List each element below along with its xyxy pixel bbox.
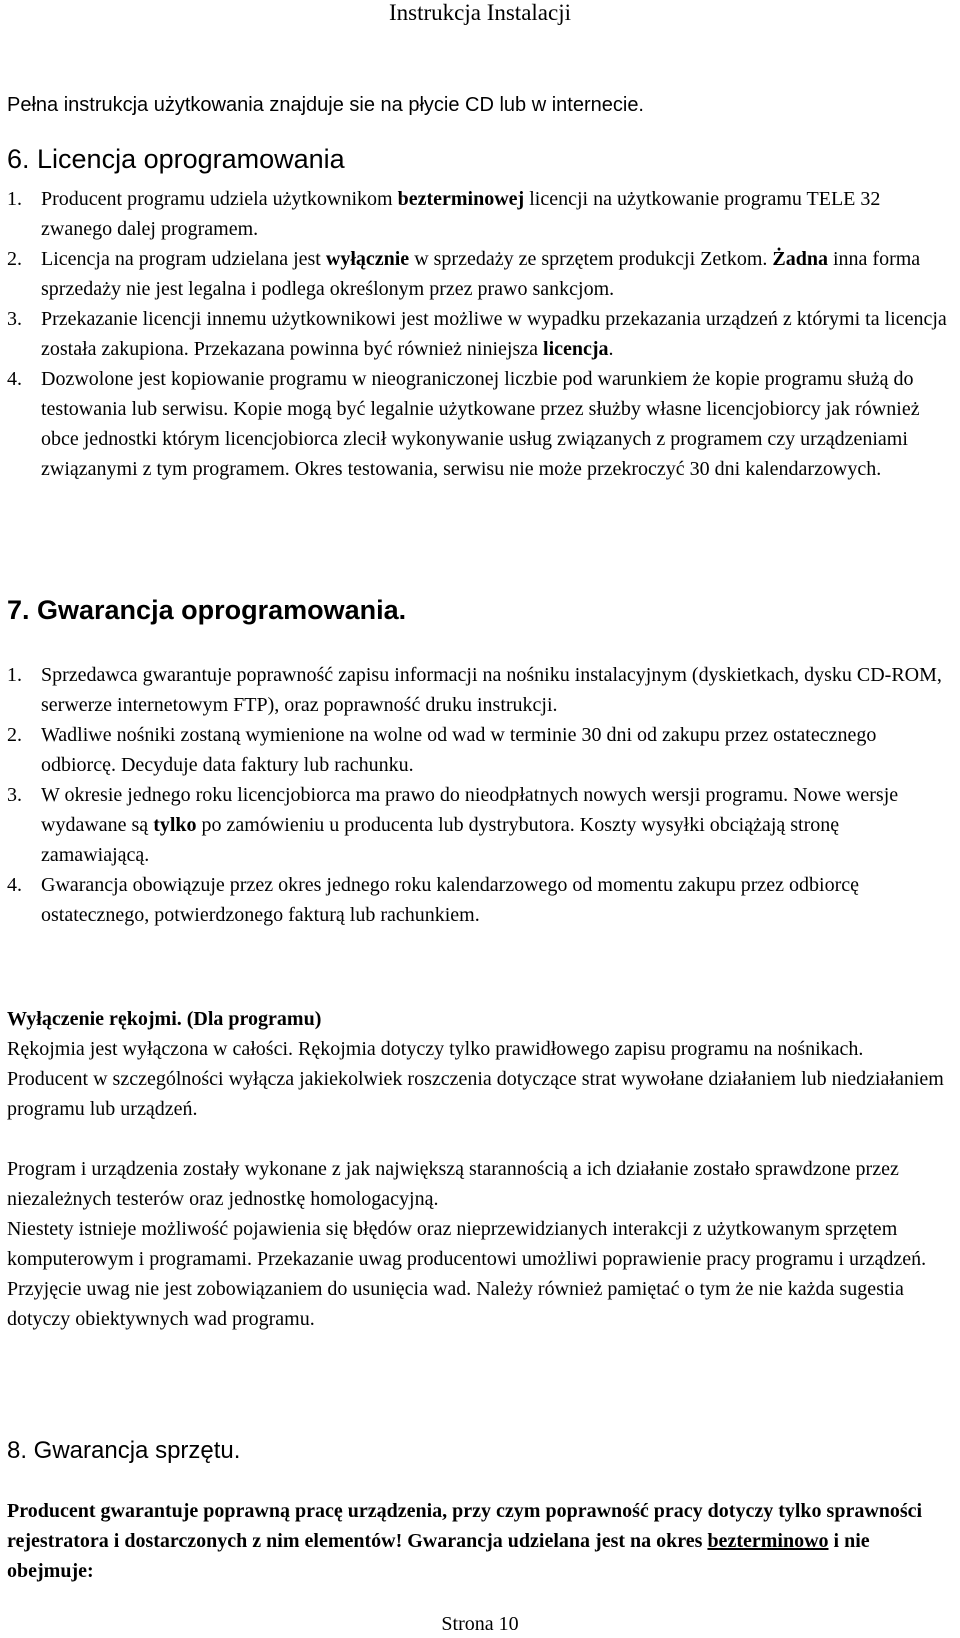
- list-item: [7, 660, 952, 720]
- item-number: 3.: [7, 308, 22, 330]
- item-bold-text: tylko: [153, 814, 197, 836]
- section-6-heading: 6. Licencja oprogramowania: [7, 144, 345, 174]
- section-8-heading: 8. Gwarancja sprzętu.: [7, 1437, 241, 1464]
- section-8-paragraph: [7, 1496, 952, 1586]
- item-number: 3.: [7, 784, 22, 806]
- exclusion-paragraph: Producent w szczególności wyłącza jakiekolwiek roszczenia dotyczące strat wywołane działaniem lub niedziałaniem programu lub urządzeń.: [7, 1068, 944, 1120]
- paragraph-text: Producent gwarantuje poprawną pracę urządzenia, przy czym poprawność pracy dotyczy tylko sprawności rejestratora i dostarczonych z nim elementów! Gwarancja udzielana jest na okres: [7, 1500, 923, 1552]
- underlined-term: bezterminowo: [707, 1530, 829, 1552]
- item-bold-text: licencja: [543, 338, 609, 360]
- item-text: Licencja na program udzielana jest: [41, 248, 326, 270]
- item-bold-text: wyłącznie: [325, 248, 410, 270]
- item-text: Producent programu udziela użytkownikom: [41, 188, 398, 210]
- item-text: Dozwolone jest kopiowanie programu w nieograniczonej liczbie pod warunkiem że kopie programu służą do testowania lub serwisu. Kopie mogą być legalnie użytkowane przez służby własne licencjobiorcy jak również obce jednostki którym licencjobiorca zlecił wykonywanie usług związanych z programem czy urządzeniami związanymi z tym programem. Okres testowania, serwisu nie może przekroczyć 30 dni kalendarzowych.: [41, 368, 920, 480]
- exclusion-paragraph: Rękojmia jest wyłączona w całości. Rękojmia dotyczy tylko prawidłowego zapisu programu na nośnikach.: [7, 1038, 864, 1060]
- list-item: [7, 364, 952, 484]
- list-item: [7, 244, 952, 304]
- exclusion-title: Wyłączenie rękojmi. (Dla programu): [7, 1008, 322, 1030]
- exclusion-paragraph: Program i urządzenia zostały wykonane z jak największą starannością a ich działanie zostało sprawdzone przez niezależnych testerów oraz jednostkę homologacyjną.: [7, 1158, 899, 1210]
- list-item: [7, 870, 952, 930]
- intro-line: Pełna instrukcja użytkowania znajduje sie na płycie CD lub w internecie.: [7, 94, 644, 116]
- item-text: .: [608, 338, 614, 360]
- item-bold-text: bezterminowej: [397, 188, 525, 210]
- item-text: Przekazanie licencji innemu użytkownikowi jest możliwe w wypadku przekazania urządzeń z którymi ta licencja została zakupiona. Przekazana powinna być również niniejsza: [41, 308, 947, 360]
- item-text: w sprzedaży ze sprzętem produkcji Zetkom.: [409, 248, 773, 270]
- item-number: 4.: [7, 874, 22, 896]
- exclusion-paragraph: Niestety istnieje możliwość pojawienia się błędów oraz nieprzewidzianych interakcji z użytkowanym sprzętem komputerowym i programami. Przekazanie uwag producentowi umożliwi poprawienie pracy programu i urządzeń. Przyjęcie uwag nie jest zobowiązaniem do usunięcia wad. Należy również pamiętać o tym że nie każda sugestia dotyczy obiektywnych wad programu.: [7, 1218, 927, 1330]
- item-text: po zamówieniu u producenta lub dystrybutora. Koszty wysyłki obciążają stronę zamawiającą.: [41, 814, 840, 866]
- list-item: [7, 184, 952, 244]
- item-text: licencji na użytkowanie programu TELE 32 zwanego dalej programem.: [41, 188, 881, 240]
- item-number: 4.: [7, 368, 22, 390]
- section-7-list: [7, 660, 952, 930]
- page-number: Strona 10: [441, 1613, 519, 1635]
- section-7-heading: 7. Gwarancja oprogramowania.: [7, 595, 407, 625]
- item-text: Sprzedawca gwarantuje poprawność zapisu informacji na nośniku instalacyjnym (dyskietkach, dysku CD-ROM, serwerze internetowym FTP), oraz poprawność druku instrukcji.: [41, 664, 942, 716]
- item-number: 1.: [7, 664, 22, 686]
- exclusion-section: [7, 1004, 952, 1334]
- item-text: Wadliwe nośniki zostaną wymienione na wolne od wad w terminie 30 dni od zakupu przez ostatecznego odbiorcę. Decyduje data faktury lub rachunku.: [41, 724, 877, 776]
- list-item: [7, 780, 952, 870]
- item-number: 2.: [7, 248, 22, 270]
- paragraph-text: i nie obejmuje:: [7, 1530, 870, 1582]
- item-number: 1.: [7, 188, 22, 210]
- item-number: 2.: [7, 724, 22, 746]
- section-6-list: [7, 184, 952, 484]
- list-item: [7, 720, 952, 780]
- item-text: W okresie jednego roku licencjobiorca ma prawo do nieodpłatnych nowych wersji programu. Nowe wersje wydawane są: [41, 784, 899, 836]
- item-bold-text: Żadna: [772, 248, 828, 270]
- page-header: Instrukcja Instalacji: [388, 0, 571, 25]
- item-text: Gwarancja obowiązuje przez okres jednego roku kalendarzowego od momentu zakupu przez odbiorcę ostatecznego, potwierdzonego fakturą lub rachunkiem.: [41, 874, 859, 926]
- list-item: [7, 304, 952, 364]
- item-text: inna forma sprzedaży nie jest legalna i podlega określonym przez prawo sankcjom.: [41, 248, 921, 300]
